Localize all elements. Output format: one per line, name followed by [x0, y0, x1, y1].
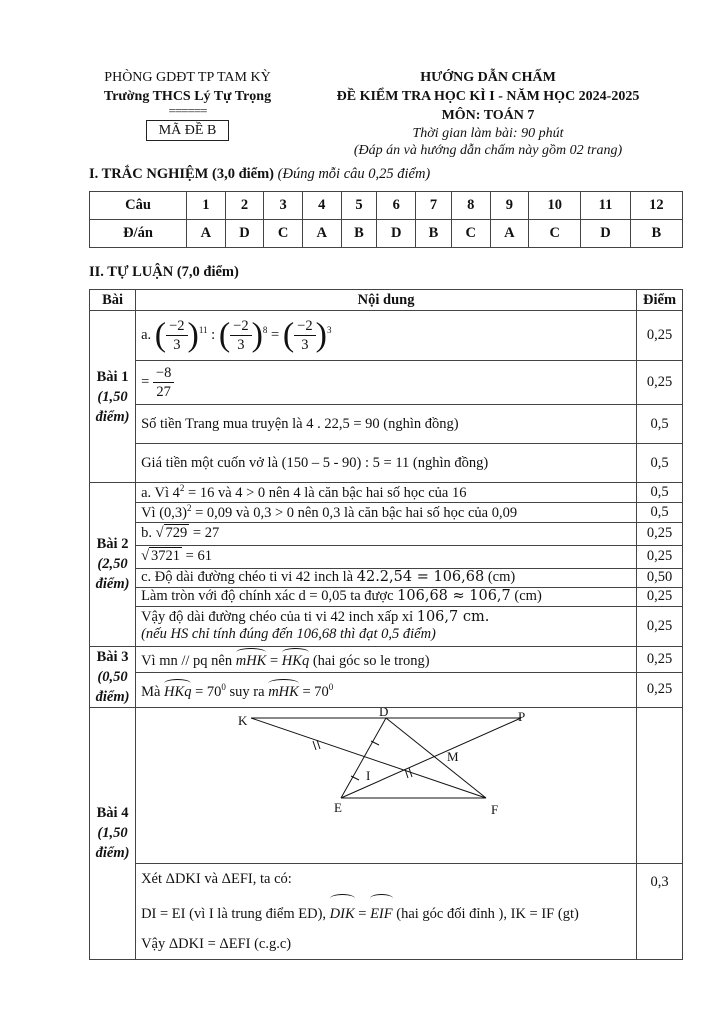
angle-symbol: mHK: [236, 648, 267, 670]
bai2-step-a1: [136, 483, 637, 503]
question-number: 9: [490, 192, 529, 220]
answer-cell: C: [451, 220, 490, 248]
row-label-answer: Đ/án: [90, 220, 187, 248]
text: = 0,09 và 0,3 > 0 nên 0,3 là căn bậc hai số học của 0,09: [191, 504, 518, 521]
point-label-d: D: [379, 707, 389, 719]
answer-cell: D: [377, 220, 416, 248]
school-name: Trường THCS Lý Tự Trọng: [103, 89, 272, 104]
angle-symbol: HKq: [282, 648, 309, 670]
essay-table: [89, 289, 683, 960]
table-row: [90, 502, 683, 522]
question-number: 3: [264, 192, 303, 220]
answer-cell: B: [341, 220, 377, 248]
grading-note: (nếu HS chỉ tính đúng đến 106,68 thì đạt 0,5 điểm): [141, 626, 436, 643]
bai4-figure-cell: [136, 707, 637, 863]
points-cell: 0,25: [637, 311, 683, 361]
text: Vì (0,3): [141, 504, 187, 521]
radicand: 729: [165, 525, 188, 542]
education-office: PHÒNG GDĐT TP TAM KỲ: [104, 70, 271, 85]
text: b.: [141, 525, 152, 542]
points-cell: 0,5: [637, 444, 683, 483]
bai3-step-1: [136, 646, 637, 672]
fraction-denominator: 3: [173, 337, 181, 353]
points-cell: 0,25: [637, 361, 683, 405]
question-number: 11: [581, 192, 630, 220]
degree: 0: [328, 681, 334, 692]
fraction-denominator: 27: [156, 384, 171, 400]
bai2-step-c3: [136, 606, 637, 646]
answer-cell: A: [490, 220, 529, 248]
fraction-numerator: −2: [294, 317, 315, 336]
points-cell: 0,25: [637, 672, 683, 707]
point-label-k: K: [238, 712, 248, 728]
bai4-label: Bài 4: [96, 805, 129, 822]
exponent: 11: [198, 325, 208, 335]
geometry-figure: [141, 708, 631, 858]
table-row: [90, 646, 683, 672]
bai3-cell: [90, 646, 136, 707]
bai2-step-c2: [136, 587, 637, 606]
point-label-i: I: [366, 767, 371, 783]
text: (hai góc đối đỉnh ), IK = IF (gt): [392, 905, 579, 922]
text: Vì mn // pq nên: [141, 653, 236, 670]
fraction-numerator: −2: [166, 317, 187, 336]
bai1-cell: [90, 311, 136, 483]
text: = 61: [182, 548, 212, 565]
answer-cell: A: [302, 220, 341, 248]
table-row: [90, 672, 683, 707]
point-label-p: P: [518, 708, 526, 724]
proof-line: [141, 894, 631, 929]
page-note: (Đáp án và hướng dẫn chấm này gồm 02 trang): [353, 143, 623, 158]
table-row: [90, 568, 683, 587]
step-prefix: a.: [141, 326, 152, 343]
answer-cell: C: [264, 220, 303, 248]
points-cell: 0,25: [637, 646, 683, 672]
angle-symbol: mHK: [268, 679, 299, 701]
proof-line: Xét ΔDKI và ΔEFI, ta có:: [141, 870, 292, 887]
text: = 70: [191, 683, 222, 700]
bai2-label: Bài 2: [96, 536, 129, 553]
point-label-m: M: [447, 748, 459, 764]
line-df: [386, 718, 486, 798]
fraction-numerator: −2: [230, 317, 251, 336]
table-row: [90, 545, 683, 568]
bai2-step-c1: [136, 568, 637, 587]
part1-title: I. TRẮC NGHIỆM (3,0 điểm): [89, 166, 275, 182]
bai4-cell: [90, 707, 136, 959]
text: =: [354, 905, 371, 922]
multiple-choice-table: [89, 191, 683, 248]
degree: 0: [221, 681, 226, 692]
question-number: 1: [187, 192, 226, 220]
answer-cell: D: [225, 220, 264, 248]
doc-subtitle: ĐỀ KIỂM TRA HỌC KÌ I - NĂM HỌC 2024-2025: [336, 89, 640, 104]
text: a. Vì 4: [141, 484, 180, 501]
header-divider: ======: [168, 103, 207, 118]
table-row: [90, 311, 683, 361]
points-cell-empty: [637, 707, 683, 863]
table-row: [90, 707, 683, 863]
math-expression: 106,68 ≈ 106,7: [397, 588, 511, 605]
angle-symbol: DIK: [330, 894, 355, 929]
part2-heading: II. TỰ LUẬN (7,0 điểm): [89, 264, 239, 280]
bai2-step-b1: b. √ 729 = 27: [136, 522, 637, 545]
answer-cell: B: [630, 220, 682, 248]
text: c. Độ dài đường chéo ti vi 42 inch là: [141, 569, 357, 586]
subject: MÔN: TOÁN 7: [441, 108, 535, 123]
text: DI = EI (vì I là trung điểm ED),: [141, 905, 330, 922]
bai3-step-2: [136, 672, 637, 707]
text: (cm): [510, 588, 542, 605]
exponent: 2: [187, 502, 192, 513]
bai2-points: (2,50 điểm): [95, 556, 130, 593]
question-number: 10: [529, 192, 581, 220]
table-row: [90, 361, 683, 405]
bai4-proof: [136, 863, 637, 959]
part1-heading: [89, 166, 430, 183]
bai1-label: Bài 1: [96, 368, 129, 385]
text: =: [266, 653, 282, 670]
bai3-label: Bài 3: [96, 648, 129, 665]
bai1-step-b1: Số tiền Trang mua truyện là 4 . 22,5 = 90 (nghìn đồng): [136, 405, 637, 444]
proof-line: Vậy ΔDKI = ΔEFI (c.g.c): [141, 935, 292, 952]
bai1-points: (1,50 điểm): [95, 388, 130, 425]
question-number: 2: [225, 192, 264, 220]
table-row: [90, 405, 683, 444]
math-expression: 42.2,54 = 106,68: [356, 569, 485, 586]
bai2-step-b2: √ 3721 = 61: [136, 545, 637, 568]
header-left: [80, 68, 295, 141]
tick-mark: [313, 741, 316, 750]
header-right: [318, 68, 658, 159]
points-cell: 0,25: [637, 587, 683, 606]
points-cell: 0,25: [637, 545, 683, 568]
points-cell: 0,50: [637, 568, 683, 587]
points-cell: 0,5: [637, 502, 683, 522]
answer-cell: C: [529, 220, 581, 248]
text: Vậy độ dài đường chéo của ti vi 42 inch xấp xỉ: [141, 609, 417, 626]
table-row: [90, 444, 683, 483]
text: Làm tròn với độ chính xác d = 0,05 ta được: [141, 588, 398, 605]
text: = 70: [298, 683, 329, 700]
equals-sign: =: [141, 373, 150, 390]
exam-time: Thời gian làm bài: 90 phút: [412, 126, 564, 141]
points-cell: 0,25: [637, 606, 683, 646]
doc-title: HƯỚNG DẪN CHẤM: [420, 70, 556, 85]
tick-mark: [405, 769, 408, 778]
table-row: [90, 483, 683, 503]
angle-symbol: EIF: [370, 894, 393, 929]
question-number: 5: [341, 192, 377, 220]
text: (hai góc so le trong): [309, 653, 430, 670]
bai2-step-a2: [136, 502, 637, 522]
point-label-f: F: [491, 801, 499, 817]
row-label-question: Câu: [90, 192, 187, 220]
question-number: 12: [630, 192, 682, 220]
table-row: [90, 863, 683, 959]
bai1-step-result: [136, 361, 637, 405]
fraction-denominator: 3: [301, 337, 309, 353]
table-row: [90, 587, 683, 606]
table-row: [90, 522, 683, 545]
table-row: [90, 606, 683, 646]
answer-cell: A: [187, 220, 226, 248]
angle-symbol: HKq: [164, 679, 191, 701]
radicand: 3721: [151, 548, 181, 565]
col-bai: Bài: [90, 290, 136, 311]
bai1-step-b2: Giá tiền một cuốn vở là (150 – 5 - 90) : 5 = 11 (nghìn đồng): [136, 444, 637, 483]
points-cell: 0,5: [637, 483, 683, 503]
exponent: 8: [262, 325, 268, 335]
question-number: 8: [451, 192, 490, 220]
bai1-step-a: a. ( $\frac{-2}{3}$ )$^{11}$ : ( $\frac{-2}{3}$ )$^8$ = ( $\frac{-2}{3}$ )$^3$: [136, 311, 637, 361]
fraction-denominator: 3: [237, 337, 245, 353]
text: = 16 và 4 > 0 nên 4 là căn bậc hai số học của 16: [184, 484, 467, 501]
exponent: 2: [179, 483, 185, 493]
bai3-points: (0,50 điểm): [95, 668, 130, 705]
text: Mà: [141, 683, 165, 700]
answer-row: [90, 220, 683, 248]
text: suy ra: [225, 683, 269, 700]
col-points: Điểm: [637, 290, 683, 311]
question-number: 4: [302, 192, 341, 220]
text: = 27: [189, 525, 220, 542]
part1-note: (Đúng mỗi câu 0,25 điểm): [277, 166, 431, 182]
question-row: [90, 192, 683, 220]
line-de: [341, 718, 386, 798]
exam-code: MÃ ĐỀ B: [146, 120, 230, 141]
point-label-e: E: [334, 799, 343, 815]
question-number: 6: [377, 192, 416, 220]
text: (cm): [484, 569, 516, 586]
essay-header-row: [90, 290, 683, 311]
exponent: 3: [326, 325, 332, 335]
points-cell: 0,25: [637, 522, 683, 545]
answer-cell: B: [416, 220, 452, 248]
bai4-points: (1,50 điểm): [95, 825, 130, 862]
fraction-numerator: −8: [153, 364, 174, 383]
math-expression: 106,7 cm.: [416, 609, 490, 626]
points-cell: 0,3: [637, 863, 683, 959]
points-cell: 0,5: [637, 405, 683, 444]
answer-cell: D: [581, 220, 630, 248]
col-content: Nội dung: [136, 290, 637, 311]
bai2-cell: [90, 483, 136, 647]
question-number: 7: [416, 192, 452, 220]
